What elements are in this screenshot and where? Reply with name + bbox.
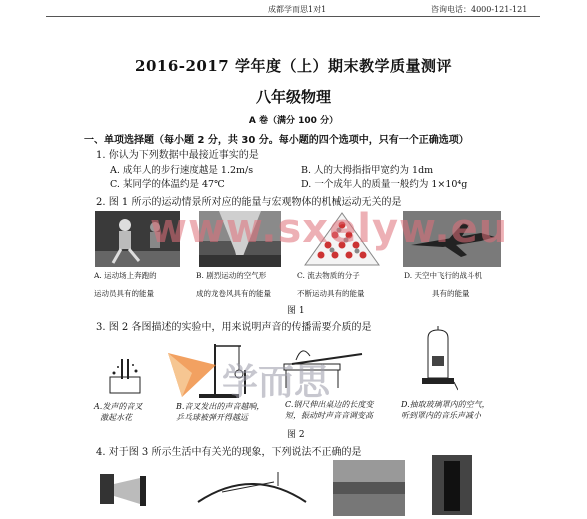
figure3-sketch-d: [428, 455, 476, 515]
header-right: 咨询电话：4000-121-121: [431, 5, 528, 14]
figure2-caption: 图 2: [287, 430, 305, 440]
section-heading: 一、单项选择题（每小题 2 分，共 30 分。每小题的四个选项中，只有一个正确选项）: [84, 135, 469, 146]
q3-label-a: [94, 401, 142, 423]
q2-label-d: [404, 270, 482, 300]
watermark-brand: 学而思: [222, 362, 331, 403]
q2-label-c: [297, 270, 365, 300]
figure1-caption: 图 1: [287, 306, 305, 316]
q2-label-b-line2: 成的龙卷风具有的能量: [196, 289, 271, 298]
watermark-url: www.sxelyw.eu: [150, 206, 509, 252]
q2-label-c-line2: 不断运动具有的能量: [297, 289, 365, 298]
header-rule: [46, 16, 540, 17]
q3-label-b-line1: B.音叉发出的声音越响，: [176, 402, 265, 411]
q3-label-d-line2: 听到罩内的音乐声减小: [401, 411, 481, 420]
q2-stem: 2. 图 1 所示的运动情景所对应的能量与宏观物体的机械运动无关的是: [96, 197, 402, 208]
q2-label-b-line1: B. 剧烈运动的空气形: [196, 271, 267, 280]
q2-label-a-line2: 运动员具有的能量: [94, 289, 154, 298]
figure3-sketch-b: [192, 462, 312, 514]
paper-title: 2016-2017 学年度（上）期末教学质量测评: [135, 57, 452, 75]
q1-option-b: B. 人的大拇指指甲宽约为 1dm: [301, 165, 434, 176]
q2-label-b: [196, 270, 271, 300]
header-left: 成都学而思1对1: [268, 5, 327, 14]
figure3-sketch-a: [96, 468, 156, 516]
figure3-sketch-c: [333, 460, 405, 516]
q3-label-a-line2: 激起水花: [100, 413, 132, 422]
q1-option-c: C. 某同学的体温约是 47℃: [110, 179, 225, 190]
q1-option-a: A. 成年人的步行速度越是 1.2m/s: [110, 165, 254, 176]
figure2-sketch-d: [418, 326, 458, 392]
q3-label-c-line1: C.钢尺伸出桌边的长度变: [285, 400, 374, 409]
q3-label-b-line2: 乒乓球被弹开得越远: [176, 413, 248, 422]
q2-label-a: [94, 270, 157, 300]
q1-stem: 1. 你认为下列数据中最接近事实的是: [96, 150, 259, 161]
q3-label-a-line1: A.发声的音叉: [94, 402, 143, 411]
q3-label-d-line1: D.抽取玻璃罩内的空气，: [401, 400, 490, 409]
q2-label-d-line2: 具有的能量: [432, 289, 470, 298]
q2-label-d-line1: D. 天空中飞行的战斗机: [404, 271, 483, 280]
paper-section-a: A 卷（满分 100 分）: [248, 116, 339, 126]
q2-label-c-line1: C. 流去物质的分子: [297, 271, 360, 280]
q3-label-c-line2: 短，振动时声音音调变高: [285, 411, 373, 420]
figure2-sketch-a: [100, 355, 150, 395]
q3-stem: 3. 图 2 各图描述的实验中，用来说明声音的传播需要介质的是: [96, 322, 372, 333]
q3-label-d: [401, 399, 490, 421]
q4-stem: 4. 对于图 3 所示生活中有关光的现象，下列说法不正确的是: [96, 447, 362, 458]
q1-option-d: D. 一个成年人的质量一般约为 1×10⁴g: [301, 179, 468, 190]
watermark-logo-icon: [162, 343, 222, 403]
q2-label-a-line1: A. 运动场上奔跑的: [94, 271, 157, 280]
paper-subject: 八年级物理: [255, 88, 331, 106]
